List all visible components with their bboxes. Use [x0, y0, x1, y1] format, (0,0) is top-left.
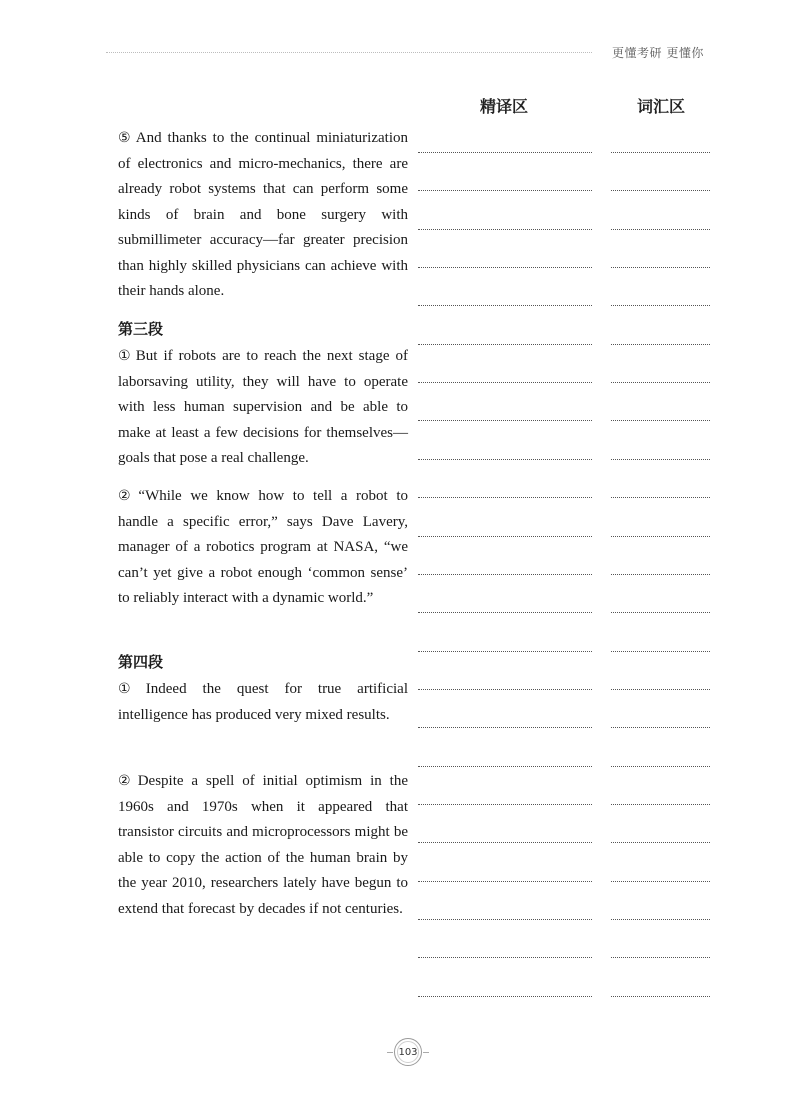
vocab-writing-line: [611, 804, 710, 805]
vocab-writing-line: [611, 536, 710, 537]
sentence-number: ①: [118, 348, 133, 364]
vocab-writing-line: [611, 382, 710, 383]
translation-writing-line: [418, 766, 592, 767]
header-slogan: 更懂考研 更懂你: [612, 46, 704, 60]
sentence-text: Despite a spell of initial optimism in the 1960s and 1970s when it appeared that transistor circuits and microprocessors might be able to copy the action of the human brain by the year 2010, researchers lately have begun to extend that forecast by decades if not centuries.: [118, 773, 408, 917]
vocab-writing-line: [611, 344, 710, 345]
sentence-block: [118, 769, 408, 922]
vocab-writing-line: [611, 459, 710, 460]
badge-dash-left: [387, 1052, 393, 1053]
sentence-block: [118, 677, 408, 755]
translation-writing-line: [418, 229, 592, 230]
sentence-block: [118, 484, 408, 637]
vocab-writing-line: [611, 190, 710, 191]
vocab-writing-line: [611, 229, 710, 230]
sentence-number: ②: [118, 488, 136, 504]
vocab-writing-line: [611, 996, 710, 997]
vocab-writing-line: [611, 766, 710, 767]
sentence-number: ⑤: [118, 130, 133, 146]
vocab-writing-line: [611, 420, 710, 421]
vocab-writing-line: [611, 727, 710, 728]
translation-writing-line: [418, 727, 592, 728]
vocab-writing-line: [611, 689, 710, 690]
translation-writing-line: [418, 420, 592, 421]
translation-writing-line: [418, 651, 592, 652]
sentence-number: ②: [118, 773, 135, 789]
translation-writing-line: [418, 382, 592, 383]
vocab-writing-line: [611, 842, 710, 843]
translation-writing-line: [418, 497, 592, 498]
translation-zone-title: 精译区: [480, 97, 529, 116]
page-number: 103: [398, 1046, 418, 1058]
page-number-badge: [394, 1038, 422, 1066]
vocab-writing-line: [611, 919, 710, 920]
translation-writing-line: [418, 919, 592, 920]
sentence-text: And thanks to the continual miniaturization of electronics and micro-mechanics, there are already robot systems that can perform some kinds of brain and bone surgery with submillimeter accuracy—far greater precision than highly skilled physicians can achieve with their hands alone.: [118, 130, 408, 299]
translation-writing-line: [418, 459, 592, 460]
vocab-writing-line: [611, 957, 710, 958]
vocab-writing-line: [611, 651, 710, 652]
vocab-writing-line: [611, 612, 710, 613]
translation-writing-line: [418, 305, 592, 306]
translation-writing-line: [418, 842, 592, 843]
translation-writing-line: [418, 190, 592, 191]
translation-writing-line: [418, 574, 592, 575]
vocab-writing-line: [611, 305, 710, 306]
translation-writing-line: [418, 996, 592, 997]
section-heading: 第三段: [118, 320, 164, 338]
vocab-writing-line: [611, 574, 710, 575]
vocab-writing-line: [611, 152, 710, 153]
section-heading: 第四段: [118, 653, 164, 671]
vocab-zone-title: 词汇区: [637, 97, 686, 116]
translation-writing-line: [418, 344, 592, 345]
sentence-block: [118, 126, 408, 302]
sentence-number: ①: [118, 681, 143, 697]
translation-writing-line: [418, 804, 592, 805]
translation-writing-line: [418, 267, 592, 268]
vocab-writing-line: [611, 497, 710, 498]
translation-writing-line: [418, 881, 592, 882]
translation-writing-line: [418, 957, 592, 958]
sentence-block: [118, 344, 408, 473]
badge-dash-right: [423, 1052, 429, 1053]
reading-passage: [118, 126, 408, 922]
vocab-writing-line: [611, 267, 710, 268]
sentence-text: Indeed the quest for true artificial intelligence has produced very mixed results.: [118, 681, 408, 723]
translation-writing-line: [418, 689, 592, 690]
header-rule: [106, 52, 592, 53]
sentence-text: But if robots are to reach the next stage of laborsaving utility, they will have to operate with less human supervision and be able to make at least a few decisions for themselves—goals that pose a real challenge.: [118, 348, 408, 466]
translation-writing-line: [418, 536, 592, 537]
sentence-text: “While we know how to tell a robot to handle a specific error,” says Dave Lavery, manager of a robotics program at NASA, “we can’t yet give a robot enough ‘common sense’ to reliably interact with a dynamic world.”: [118, 488, 408, 606]
translation-writing-line: [418, 152, 592, 153]
vocab-writing-line: [611, 881, 710, 882]
translation-writing-line: [418, 612, 592, 613]
